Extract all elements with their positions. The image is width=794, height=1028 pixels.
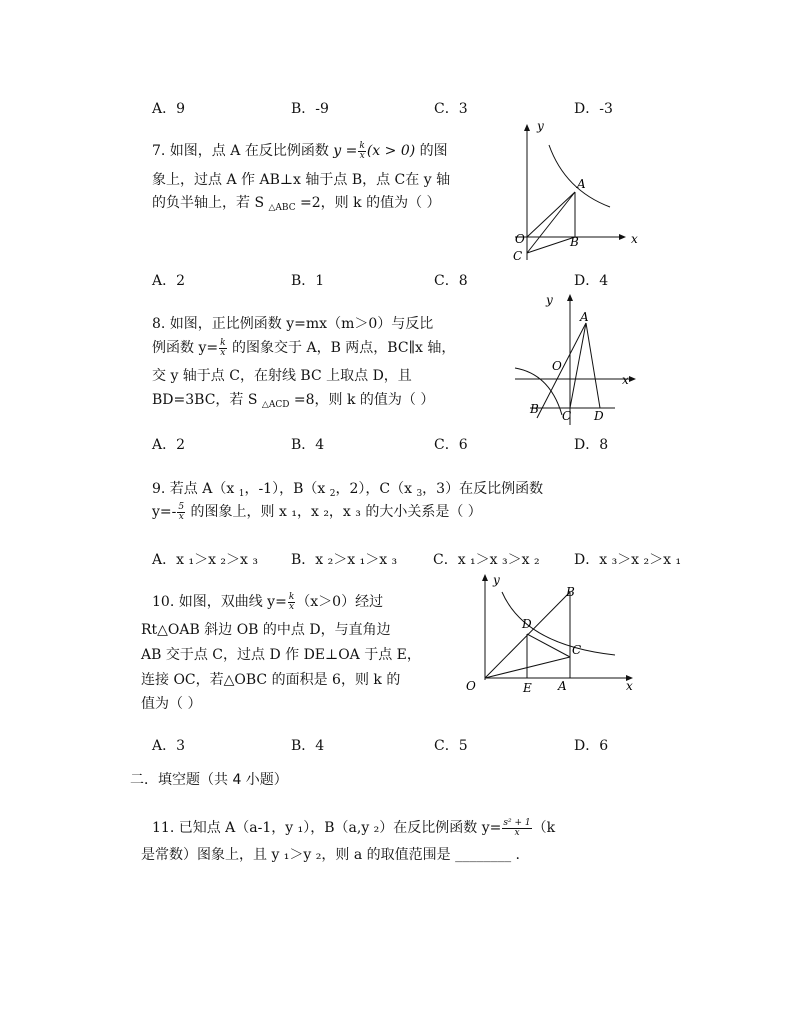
q8-label-o: O [552, 359, 562, 373]
q7-option-d: D．4 [574, 273, 609, 289]
q6-option-d: D．-3 [574, 101, 613, 117]
q10-option-d: D．6 [574, 738, 609, 754]
q10-hyperbola [502, 592, 615, 655]
q8-figure [510, 290, 645, 430]
q11-frac-num: s² + 1 [503, 817, 531, 828]
q11-line-1 [152, 818, 555, 838]
q8-option-c: C．6 [434, 437, 468, 453]
q7-text-end: 的图 [415, 143, 448, 159]
q9-options [152, 549, 752, 569]
q10-label-c: C [572, 643, 582, 657]
q7-text: 7. 如图，点 A 在反比例函数 [152, 143, 334, 159]
q10-label-d: D [522, 617, 532, 631]
q8-option-b: B．4 [291, 437, 325, 453]
q7-options [152, 270, 752, 290]
q8-line-1: 8. 如图，正比例函数 y=mx（m＞0）与反比 [152, 316, 434, 332]
q8-options [152, 434, 752, 454]
q9-option-a: A．x ₁＞x ₂＞x ₃ [152, 552, 258, 568]
q10-label-e: E [523, 681, 532, 695]
q10-label-x: x [626, 679, 633, 693]
q10-line-2: Rt△OAB 斜边 OB 的中点 D，与直角边 [141, 622, 391, 638]
q7-line-ao [527, 192, 575, 237]
q7-option-b: B．1 [291, 273, 325, 289]
q10-label-y: y [493, 573, 500, 587]
q8-frac-num: k [220, 337, 226, 348]
q9-option-b: B．x ₂＞x ₁＞x ₃ [291, 552, 398, 568]
q7-line-cb [527, 237, 575, 253]
q9-l1-a: ，-1），B（x [244, 481, 330, 497]
q8-line-4 [152, 390, 434, 415]
q8-option-d: D．8 [574, 437, 609, 453]
q9-option-d: D．x ₃＞x ₂＞x ₁ [574, 552, 682, 568]
q9-sub-1: 1 [238, 489, 245, 499]
q7-frac-num: k [359, 140, 365, 151]
q10-option-c: C．5 [434, 738, 468, 754]
q7-label-a: A [577, 177, 586, 191]
q10-option-a: A．3 [152, 738, 186, 754]
q8-line-ad [586, 323, 600, 408]
q9-fraction [177, 503, 185, 522]
q11-fraction [502, 819, 531, 838]
q7-l3-pre: 的负半轴上，若 S [152, 195, 269, 211]
q7-label-o: O [515, 232, 525, 246]
q11-frac-den: x [514, 827, 520, 838]
q7-l3-sub: △ABC [268, 203, 296, 213]
q8-line-ac [570, 323, 586, 408]
q6-option-b: B．-9 [291, 101, 329, 117]
q10-line-3: AB 交于点 C，过点 D 作 DE⊥OA 于点 E， [141, 647, 421, 663]
q7-label-x: x [631, 232, 638, 246]
q7-fraction [358, 142, 365, 161]
q8-label-d: D [594, 409, 604, 423]
q9-line-1 [152, 479, 543, 504]
q10-label-a: A [558, 679, 567, 693]
q7-label-c: C [513, 249, 523, 263]
q11-l1-pre: 11. 已知点 A（a-1，y ₁），B（a,y ₂）在反比例函数 y= [152, 820, 502, 836]
q10-line-5: 值为（ ） [141, 696, 202, 712]
q10-label-b: B [566, 585, 575, 599]
q10-options [152, 735, 752, 755]
q8-line-2 [152, 338, 455, 358]
q8-frac-den: x [220, 347, 226, 358]
q10-option-b: B．4 [291, 738, 325, 754]
q9-option-c: C．x ₁＞x ₃＞x ₂ [433, 552, 540, 568]
q9-l2-pre: y=- [152, 504, 177, 520]
q8-label-y: y [546, 293, 553, 307]
q7-formula-y: y = [333, 143, 358, 159]
q7-label-b: B [570, 235, 579, 249]
q9-l1-pre: 9. 若点 A（x [152, 481, 239, 497]
q8-l2-pre: 例函数 y= [152, 340, 219, 356]
q10-l1-post: （x＞0）经过 [296, 594, 384, 610]
q9-line-2 [152, 502, 482, 522]
q10-line-1 [152, 592, 383, 612]
q7-formula-cond: (x > 0) [366, 143, 416, 159]
q8-label-b: B [530, 402, 539, 416]
q9-l1-b: ，2），C（x [335, 481, 417, 497]
q8-l4-pre: BD=3BC，若 S [152, 392, 262, 408]
q8-l2-post: 的图象交于 A，B 两点，BC∥x 轴， [227, 340, 456, 356]
q10-line-4: 连接 OC，若△OBC 的面积是 6，则 k 的 [141, 672, 401, 688]
q8-l4-post: =8，则 k 的值为（ ） [289, 392, 435, 408]
q8-line-3: 交 y 轴于点 C，在射线 BC 上取点 D，且 [152, 368, 412, 384]
q8-label-a: A [580, 310, 589, 324]
q10-frac-den: x [289, 601, 295, 612]
q8-fraction [219, 339, 226, 358]
q7-figure [505, 115, 645, 270]
q7-line-ac [527, 192, 575, 253]
q9-l2-post: 的图象上，则 x ₁，x ₂，x ₃ 的大小关系是（ ） [186, 504, 482, 520]
q11-l1-post: （k [532, 820, 556, 836]
q10-fraction [288, 593, 295, 612]
q8-l4-sub: △ACD [261, 400, 290, 410]
q7-frac-den: x [359, 150, 365, 161]
q7-l3-post: =2，则 k 的值为（ ） [295, 195, 441, 211]
q10-l1-pre: 10. 如图，双曲线 y= [152, 594, 287, 610]
q9-sub-2: 2 [329, 489, 336, 499]
q10-label-o: O [466, 679, 476, 693]
q7-option-a: A．2 [152, 273, 186, 289]
q7-hyperbola [549, 145, 610, 207]
q7-line-1 [152, 141, 448, 161]
q7-label-y: y [537, 119, 544, 133]
q11-line-2: 是常数）图象上，且 y ₁＞y ₂，则 a 的取值范围是 ________ . [141, 847, 520, 863]
q9-sub-3: 3 [416, 489, 423, 499]
q9-frac-den: x [178, 511, 184, 522]
q9-l1-post: ，3）在反比例函数 [422, 481, 544, 497]
q8-option-a: A．2 [152, 437, 186, 453]
q10-figure [460, 570, 640, 700]
q7-line-2: 象上，过点 A 作 AB⊥x 轴于点 B，点 C在 y 轴 [152, 172, 451, 188]
q6-options [152, 98, 752, 118]
section-2-title: 二．填空题（共 4 小题） [130, 772, 288, 788]
q6-option-c: C．3 [434, 101, 468, 117]
q7-option-c: C．8 [434, 273, 468, 289]
q10-frac-num: k [288, 591, 295, 602]
q9-frac-num: 5 [178, 501, 185, 512]
q6-option-a: A．9 [152, 101, 186, 117]
q8-label-x: x [622, 373, 629, 387]
q7-line-3 [152, 193, 441, 218]
q8-label-c: C [562, 409, 572, 423]
